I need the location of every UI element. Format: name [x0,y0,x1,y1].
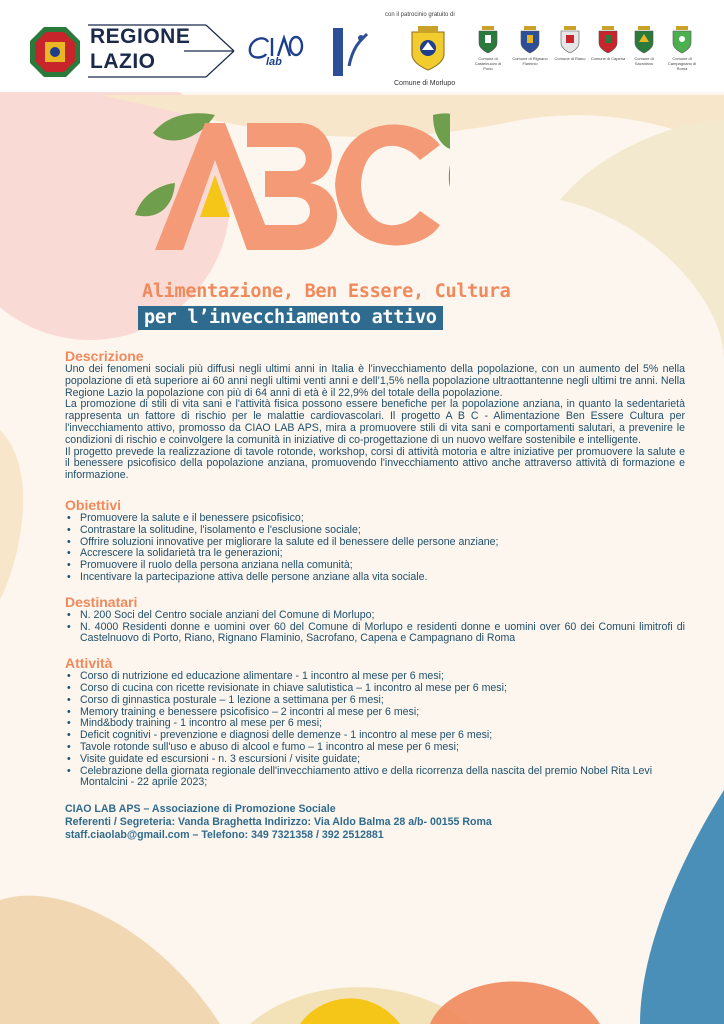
comune-crest-icon [633,26,655,54]
regione-lazio-emblem-icon [28,25,82,79]
patrocinio-label: con il patrocinio gratuito di [385,12,455,18]
comune-name: Comune di Riano [554,56,586,61]
comune-crest-icon [559,26,581,54]
regione-lazio-wordmark [90,24,240,74]
comune-name: Comune di Castelnuovo di Porto [474,56,502,71]
regione-line2: LAZIO [90,50,156,73]
destinatari-list [65,610,685,645]
list-item: • Mind&body training - 1 incontro al mese per 6 mesi; [80,718,685,730]
list-item: • Corso di ginnastica posturale – 1 lezione a settimana per 6 mesi; [80,695,685,707]
header-bar [0,0,724,92]
descrizione-paragraph: Uno dei fenomeni sociali più diffusi negli ultimi anni in Italia è l'invecchiamento della popolazione, con un aumento del 5% nella popolazione di età superiore ai 60 anni negli ultimi venti anni e dell’1,5% nella popolazione ultraottantenne negli ultimi tre anni. Nella Regione Lazio la popolazione con più di 64 anni di età è il 22,9% del totale della popolazione. [65,363,685,399]
comune-capena [590,26,626,61]
descrizione-title: Descrizione [65,348,144,364]
list-item: • N. 200 Soci del Centro sociale anziani del Comune di Morlupo; [80,610,685,622]
footer-referenti: Referenti / Segreteria: Vanda Braghetta Indirizzo: Via Aldo Balma 28 a/b- 00155 Roma [65,816,492,829]
list-item: • N. 4000 Residenti donne e uomini over 60 del Comune di Morlupo e residenti donne e uomini over 60 dei Comuni limitrofi di Castelnuovo di Porto, Riano, Rignano Flaminio, Sacrofano, Capena e Campagnano di Roma [80,622,685,646]
comune-name: Comune di Capena [590,56,626,61]
comune-riano [552,26,588,61]
comune-crest-icon [477,26,499,54]
comune-rignano [512,26,548,66]
footer-contact-email: staff.ciaolab@gmail.com – Telefono: 349 7321358 / 392 2512881 [65,829,384,842]
abc-title-graphic [135,105,450,265]
descrizione-paragraph: Il progetto prevede la realizzazione di tavole rotonde, workshop, corsi di attività motoria e altre iniziative per promuovere la salute e il benessere psicofisico della popolazione anziana, promuovendo l'invecchiamento attivo anche attraverso attività di formazione e informazione. [65,445,685,482]
fesi-figure-icon [331,26,371,78]
list-item: • Corso di cucina con ricette revisionate in chiave salutistica – 1 incontro al mese per 6 mesi; [80,683,685,695]
leaf-icon [135,183,175,216]
list-item: • Promuovere la salute e il benessere psicofisico; [80,513,685,525]
list-item: • Accrescere la solidarietà tra le generazioni; [80,548,685,560]
hero-subtitle-2: per l’invecchiamento attivo [138,306,443,330]
list-item: • Memory training e benessere psicofisico – 2 incontri al mese per 6 mesi; [80,707,685,719]
comune-campagnano [664,26,700,71]
footer-contacts [65,803,685,842]
destinatari-title: Destinatari [65,593,138,610]
descrizione-paragraph: La promozione di stili di vita sani e l'attività fisica possono essere benefiche per la popolazione anziana, in quanto la sedentarietà rappresenta un fattore di rischio per le malattie cardiovascolari. Il progetto A B C - Alimentazione Ben Essere Cultura per l'invecchiamento attivo, promosso da CIAO LAB APS, mira a promuovere stili di vita sani e comportamenti salutari, a prevenire le condizioni di rischio e coinvolgere la comunità in iniziative di co-progettazione di un nuovo welfare sostenibile e intelligente. [65,398,685,446]
list-item: • Incentivare la partecipazione attiva delle persone anziane alla vita sociale. [80,572,685,584]
list-item: • Promuovere il ruolo della persona anziana nella comunità; [80,560,685,572]
comune-crest-icon [671,26,693,54]
list-item: • Contrastare la solitudine, l'isolamento e l'esclusione sociale; [80,525,685,537]
hero-subtitle-1: Alimentazione, Ben Essere, Cultura [142,281,511,302]
list-item: • Deficit cognitivi - prevenzione e diagnosi delle demenze - 1 incontro al mese per 6 mesi; [80,730,685,742]
comune-crest-icon [519,26,541,54]
list-item: • Celebrazione della giornata regionale dell'invecchiamento attivo e della ricorrenza della nascita del premio Nobel Rita Levi Montalcini - 22 aprile 2023; [80,766,685,790]
ciao-lab-label: lab [266,56,282,68]
comune-name: Comune di Campagnano di Roma [667,56,697,71]
comune-sacrofano [626,26,662,66]
fesi-italia-logo [331,26,371,78]
morlupo-crest-icon [408,24,448,72]
leaf-icon [449,165,450,205]
morlupo-label: Comune di Morlupo [394,80,456,87]
list-item: • Tavole rotonde sull'uso e abuso di alcool e fumo – 1 incontro al mese per 6 mesi; [80,742,685,754]
comune-name: Comune di Rignano Flaminio [512,56,548,66]
obiettivi-title: Obiettivi [65,496,122,513]
comune-castelnuovo [470,26,506,71]
footer-org: CIAO LAB APS – Associazione di Promozione Sociale [65,803,336,816]
main-content [65,348,685,842]
list-item: • Corso di nutrizione ed educazione alimentare - 1 incontro al mese per 6 mesi; [80,671,685,683]
regione-line1: REGIONE [90,25,191,48]
obiettivi-list [65,513,685,584]
attivita-list [65,671,685,789]
list-item: • Offrire soluzioni innovative per migliorare la salute ed il benessere delle persone anziane; [80,537,685,549]
attivita-title: Attività [65,655,113,672]
comune-name: Comune di Sacrofano [634,56,654,66]
list-item: • Visite guidate ed escursioni - n. 3 escursioni / visite guidate; [80,754,685,766]
comune-crest-icon [597,26,619,54]
